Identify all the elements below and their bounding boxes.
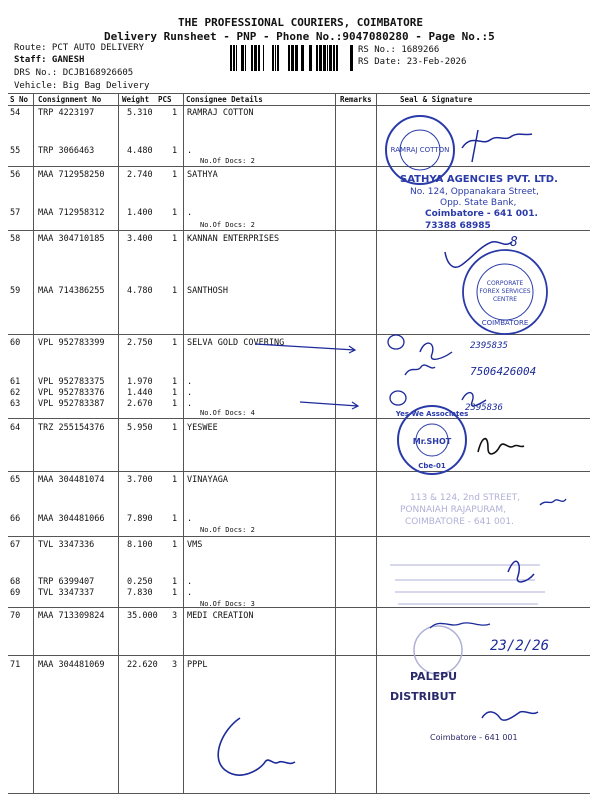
row-sno: 65 (10, 475, 21, 485)
row-pcs: 1 (172, 577, 178, 587)
row-pcs: 1 (172, 377, 178, 387)
corporate-stamp-line: FOREX SERVICES (479, 288, 531, 295)
row-weight: 22.620 (127, 660, 158, 670)
barcode-bar (329, 45, 332, 71)
barcode-bar (350, 45, 353, 71)
row-consignee: RAMRAJ COTTON (187, 108, 254, 118)
barcode-bar (251, 45, 253, 71)
row-weight: 1.970 (127, 377, 153, 387)
doc-note: No.Of Docs: 3 (200, 600, 255, 608)
page-title: THE PROFESSIONAL COURIERS, COIMBATORE (178, 16, 424, 29)
row-pcs: 1 (172, 423, 178, 433)
signature-71 (482, 712, 538, 721)
row-weight: 3.400 (127, 234, 153, 244)
row-pcs: 3 (172, 660, 178, 670)
row-weight: 35.000 (127, 611, 158, 621)
barcode-bar (245, 45, 246, 71)
row-sno: 57 (10, 208, 21, 218)
row-sno: 61 (10, 377, 21, 387)
sathya-stamp-line: 73388 68985 (425, 221, 491, 231)
vinayaga-stamp-line: COIMBATORE - 641 001. (405, 517, 514, 527)
barcode-bar (263, 45, 264, 71)
row-sno: 67 (10, 540, 21, 550)
row-pcs: 1 (172, 208, 178, 218)
mrshot-stamp-line: Yes We Associates (395, 410, 469, 418)
row-pcs: 1 (172, 540, 178, 550)
row-pcs: 1 (172, 399, 178, 409)
barcode-bar (233, 45, 235, 71)
row-weight: 2.740 (127, 170, 153, 180)
sathya-stamp-line: No. 124, Oppanakara Street, (410, 187, 539, 197)
row-consignee: VMS (187, 540, 203, 550)
doc-note: No.Of Docs: 4 (200, 409, 255, 417)
barcode-bar (319, 45, 322, 71)
rs-number: RS No.: 1689266 (358, 45, 440, 55)
row-weight: 1.400 (127, 208, 153, 218)
row-consignment: TRP 6399407 (38, 577, 95, 587)
barcode-bar (258, 45, 260, 71)
signature-54 (462, 134, 532, 148)
corporate-stamp-line: COIMBATORE (481, 319, 529, 327)
row-sno: 62 (10, 388, 21, 398)
palepu-stamp-line: Coimbatore - 641 001 (430, 733, 518, 742)
palepu-stamp (390, 670, 518, 742)
row-consignee: . (187, 208, 193, 218)
barcode-bar (309, 45, 312, 71)
signature-60 (420, 343, 452, 359)
row-consignment: MAA 712958250 (38, 170, 105, 180)
row-weight: 0.250 (127, 577, 153, 587)
col-consignment: Consignment No (38, 95, 102, 104)
mrshot-stamp (395, 406, 469, 474)
row-consignment: TVL 3347336 (38, 540, 95, 550)
ramraj-stamp-text: RAMRAJ COTTON (390, 146, 450, 154)
vinayaga-stamp-line: PONNAIAH RAJAPURAM, (400, 505, 506, 515)
row-sno: 70 (10, 611, 21, 621)
row-weight: 7.890 (127, 514, 153, 524)
row-weight: 3.700 (127, 475, 153, 485)
row-sno: 63 (10, 399, 21, 409)
row-consignee: . (187, 388, 193, 398)
row-consignee: . (187, 146, 193, 156)
barcode-bar (301, 45, 304, 71)
row-pcs: 1 (172, 170, 178, 180)
vehicle: Vehicle: Big Bag Delivery (14, 81, 150, 91)
barcode-bar (288, 45, 290, 71)
barcode-bar (236, 45, 237, 71)
barcode-bar (316, 45, 318, 71)
corporate-stamp-line: CENTRE (492, 296, 518, 303)
col-remarks: Remarks (340, 95, 372, 104)
signature-65 (540, 499, 566, 505)
vinayaga-stamp-line: 113 & 124, 2nd STREET, (410, 493, 521, 503)
col-sno: S No (10, 95, 29, 104)
row-sno: 69 (10, 588, 21, 598)
palepu-stamp-line: DISTRIBUT (390, 690, 457, 703)
handwritten-number: 7506426004 (470, 365, 537, 378)
corporate-stamp-line: CORPORATE (486, 280, 524, 287)
row-sno: 68 (10, 577, 21, 587)
barcode-bar (295, 45, 298, 71)
row-consignment: TRP 3066463 (38, 146, 95, 156)
row-consignee: MEDI CREATION (187, 611, 254, 621)
drs-number: DRS No.: DCJB168926605 (14, 68, 134, 78)
doc-note: No.Of Docs: 2 (200, 157, 255, 165)
row-consignee: . (187, 577, 193, 587)
col-pcs: PCS (158, 95, 172, 104)
barcode-bar (336, 45, 338, 71)
col-consignee: Consignee Details (186, 95, 263, 104)
row-pcs: 1 (172, 146, 178, 156)
row-consignee: SANTHOSH (187, 286, 228, 296)
barcode-bar (272, 45, 274, 71)
sathya-stamp-line: Coimbatore - 641 001. (425, 209, 538, 219)
handwritten-number: 2395836 (465, 403, 503, 413)
rs-date: RS Date: 23-Feb-2026 (358, 57, 467, 67)
corporate-stamp (463, 250, 547, 334)
row-pcs: 1 (172, 475, 178, 485)
sathya-stamp-line: SATHYA AGENCIES PVT. LTD. (400, 174, 558, 185)
barcode-bar (323, 45, 326, 71)
row-consignment: VPL 952783399 (38, 338, 105, 348)
row-consignment: VPL 952783387 (38, 399, 105, 409)
signature-67 (508, 561, 534, 582)
row-sno: 64 (10, 423, 21, 433)
row-sno: 55 (10, 146, 21, 156)
row-consignment: MAA 713309824 (38, 611, 105, 621)
barcode-bar (275, 45, 276, 71)
row-consignee: PPPL (187, 660, 208, 670)
signature-63 (462, 393, 486, 406)
mrshot-stamp-line: Cbe-01 (418, 462, 446, 470)
row-weight: 8.100 (127, 540, 153, 550)
row-pcs: 1 (172, 388, 178, 398)
palepu-stamp-line: PALEPU (410, 670, 458, 683)
row-consignment: MAA 714386255 (38, 286, 105, 296)
row-consignee: VINAYAGA (187, 475, 228, 485)
sathya-stamp (400, 174, 558, 231)
row-weight: 2.750 (127, 338, 153, 348)
row-consignee: . (187, 399, 193, 409)
row-consignment: MAA 304481074 (38, 475, 105, 485)
row-pcs: 1 (172, 286, 178, 296)
col-weight: Weight (122, 95, 150, 104)
row-weight: 2.670 (127, 399, 153, 409)
row-weight: 7.830 (127, 588, 153, 598)
barcode-bar (333, 45, 335, 71)
handwritten-number: 8 (510, 235, 518, 250)
col-seal: Seal & Signature (400, 95, 473, 104)
row-weight: 4.480 (127, 146, 153, 156)
row-pcs: 1 (172, 338, 178, 348)
row-consignee: . (187, 514, 193, 524)
row-sno: 71 (10, 660, 21, 670)
sathya-stamp-line: Opp. State Bank, (440, 198, 517, 208)
row-sno: 56 (10, 170, 21, 180)
staff-signature (218, 718, 295, 775)
row-consignment: VPL 952783375 (38, 377, 105, 387)
row-consignment: VPL 952783376 (38, 388, 105, 398)
row-consignment: TRZ 255154376 (38, 423, 105, 433)
barcode-bar (291, 45, 294, 71)
runsheet-subtitle: Delivery Runsheet - PNP - Phone No.:9047080280 - Page No.:5 (104, 30, 495, 43)
signature-58 (445, 242, 512, 268)
row-sno: 60 (10, 338, 21, 348)
row-pcs: 1 (172, 514, 178, 524)
signature-64 (478, 439, 524, 454)
row-consignment: MAA 712958312 (38, 208, 105, 218)
row-sno: 66 (10, 514, 21, 524)
vinayaga-stamp (400, 493, 520, 527)
row-pcs: 1 (172, 108, 178, 118)
barcode-bar (241, 45, 244, 71)
row-consignee: YESWEE (187, 423, 218, 433)
row-sno: 54 (10, 108, 21, 118)
barcode-bar (230, 45, 232, 71)
row-consignment: MAA 304710185 (38, 234, 105, 244)
barcode (230, 45, 355, 71)
row-consignment: MAA 304481069 (38, 660, 105, 670)
row-consignee: SATHYA (187, 170, 218, 180)
barcode-bar (254, 45, 257, 71)
handwritten-number: 2395835 (470, 341, 508, 351)
row-weight: 5.310 (127, 108, 153, 118)
row-consignment: MAA 304481066 (38, 514, 105, 524)
row-sno: 59 (10, 286, 21, 296)
row-weight: 4.780 (127, 286, 153, 296)
row-weight: 5.950 (127, 423, 153, 433)
staff: Staff: GANESH (14, 55, 85, 65)
row-consignee: SELVA GOLD COVERING (187, 338, 285, 348)
row-consignment: TVL 3347337 (38, 588, 95, 598)
ramraj-stamp (386, 116, 454, 184)
handwritten-date: 23/2/26 (490, 638, 550, 654)
row-sno: 58 (10, 234, 21, 244)
row-consignment: TRP 4223197 (38, 108, 95, 118)
row-consignee: . (187, 377, 193, 387)
route: Route: PCT AUTO DELIVERY (14, 43, 145, 53)
doc-note: No.Of Docs: 2 (200, 526, 255, 534)
doc-note: No.Of Docs: 2 (200, 221, 255, 229)
row-pcs: 1 (172, 588, 178, 598)
mrshot-stamp-line: Mr.SHOT (412, 437, 452, 446)
signature-61 (405, 365, 435, 375)
row-pcs: 3 (172, 611, 178, 621)
barcode-bar (327, 45, 328, 71)
signature-70 (430, 623, 490, 628)
row-consignee: . (187, 588, 193, 598)
row-pcs: 1 (172, 234, 178, 244)
row-consignee: KANNAN ENTERPRISES (187, 234, 280, 244)
row-weight: 1.440 (127, 388, 153, 398)
barcode-bar (277, 45, 279, 71)
